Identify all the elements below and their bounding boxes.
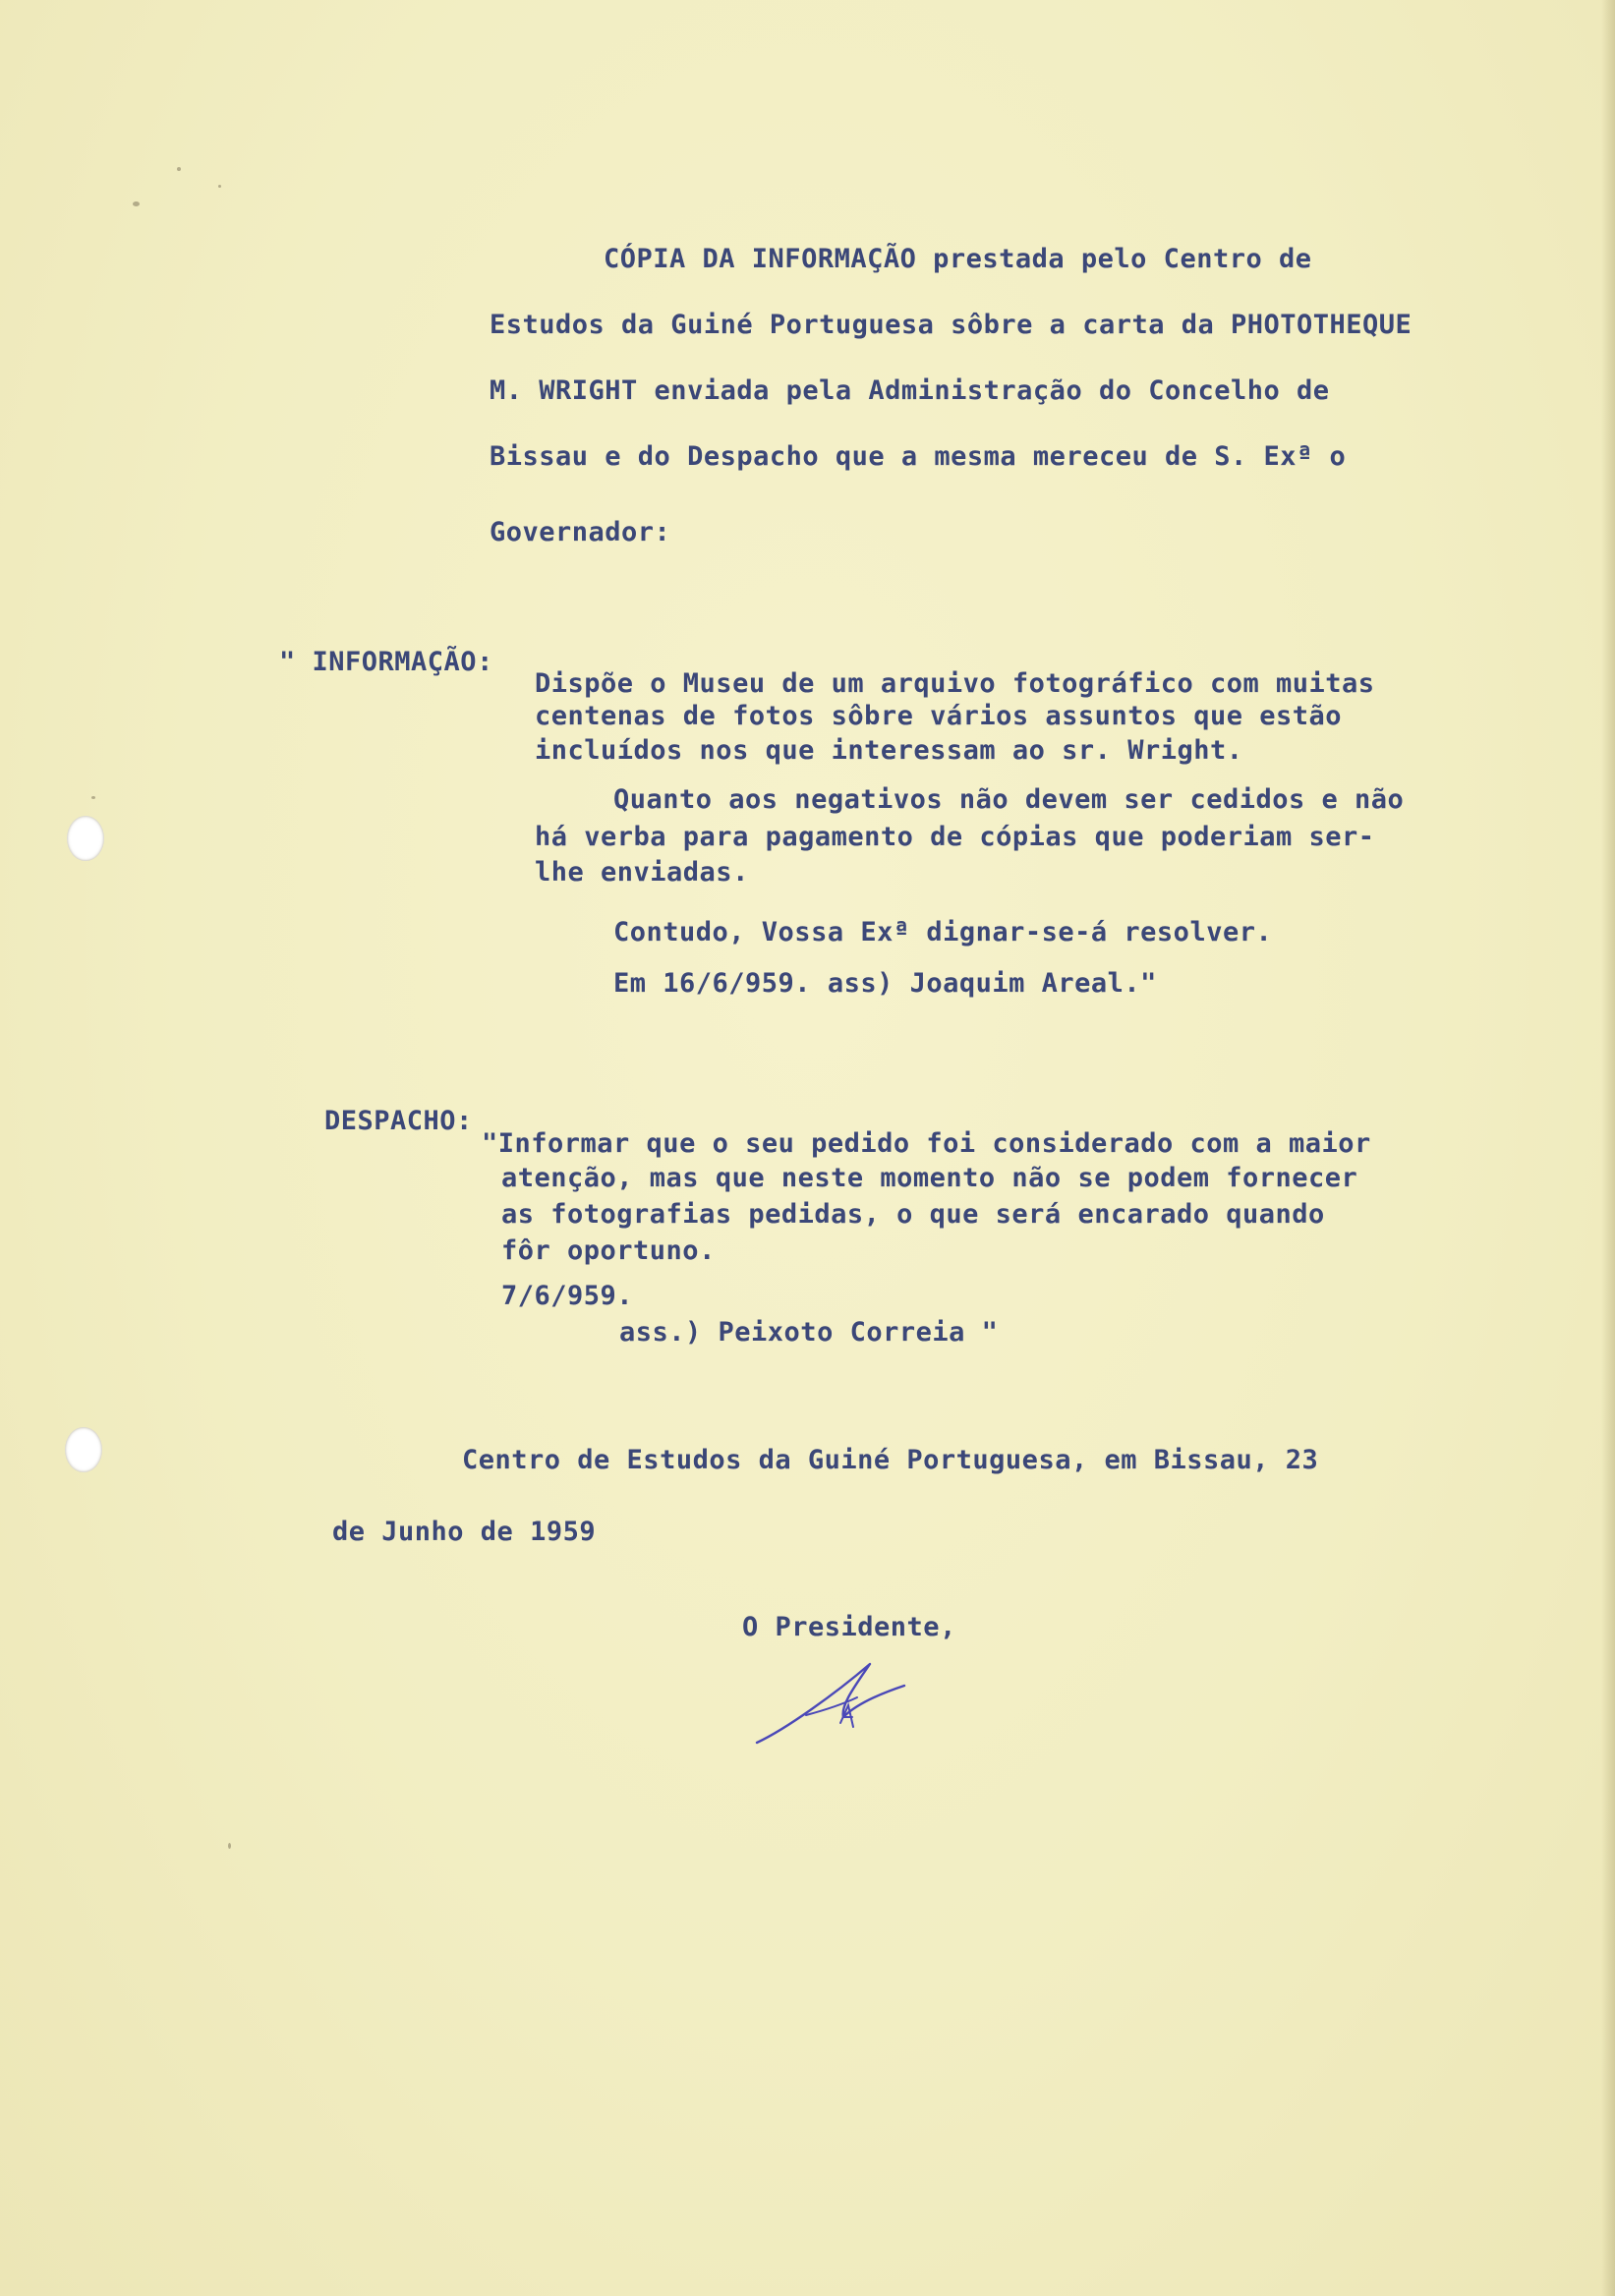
despacho-line-4: fôr oportuno. [501,1235,716,1266]
paper-speck [133,201,140,206]
paper-speck [218,185,221,188]
heading-line-1: CÓPIA DA INFORMAÇÃO prestada pelo Centro de [604,244,1312,274]
despacho-line-5: 7/6/959. [501,1281,634,1311]
despacho-line-2: atenção, mas que neste momento não se podem fornecer [501,1163,1358,1193]
signatory-title: O Presidente, [742,1612,956,1642]
heading-line-3: M. WRIGHT enviada pela Administração do Concelho de [490,375,1330,406]
informacao-line-4: Quanto aos negativos não devem ser cedidos e não [613,784,1405,815]
president-signature [747,1646,924,1754]
informacao-label: " INFORMAÇÃO: [279,647,493,677]
informacao-line-1: Dispõe o Museu de um arquivo fotográfico com muitas [535,668,1375,699]
despacho-line-1: "Informar que o seu pedido foi considerado com a maior [482,1128,1371,1159]
despacho-line-3: as fotografias pedidas, o que será encarado quando [501,1199,1325,1230]
informacao-line-5: há verba para pagamento de cópias que poderiam ser- [535,822,1375,852]
heading-line-5: Governador: [490,517,671,547]
paper-speck [91,796,95,799]
despacho-line-6: ass.) Peixoto Correia " [619,1317,999,1348]
punch-hole-bottom [65,1427,102,1472]
informacao-line-2: centenas de fotos sôbre vários assuntos que estão [535,701,1343,731]
heading-line-4: Bissau e do Despacho que a mesma mereceu de S. Exª o [490,441,1347,472]
paper-speck [177,167,181,171]
informacao-line-6: lhe enviadas. [535,857,749,888]
heading-line-2: Estudos da Guiné Portuguesa sôbre a carta da PHOTOTHEQUE [490,310,1413,340]
closing-line-2: de Junho de 1959 [332,1517,597,1547]
punch-hole-top [67,816,104,861]
paper-edge-shadow [1601,0,1615,2296]
informacao-line-7: Contudo, Vossa Exª dignar-se-á resolver. [613,917,1273,947]
closing-line-1: Centro de Estudos da Guiné Portuguesa, em Bissau, 23 [462,1445,1319,1475]
paper-speck [228,1843,231,1849]
despacho-label: DESPACHO: [324,1106,473,1136]
informacao-line-3: incluídos nos que interessam ao sr. Wright. [535,735,1243,766]
informacao-line-8: Em 16/6/959. ass) Joaquim Areal." [613,968,1157,999]
